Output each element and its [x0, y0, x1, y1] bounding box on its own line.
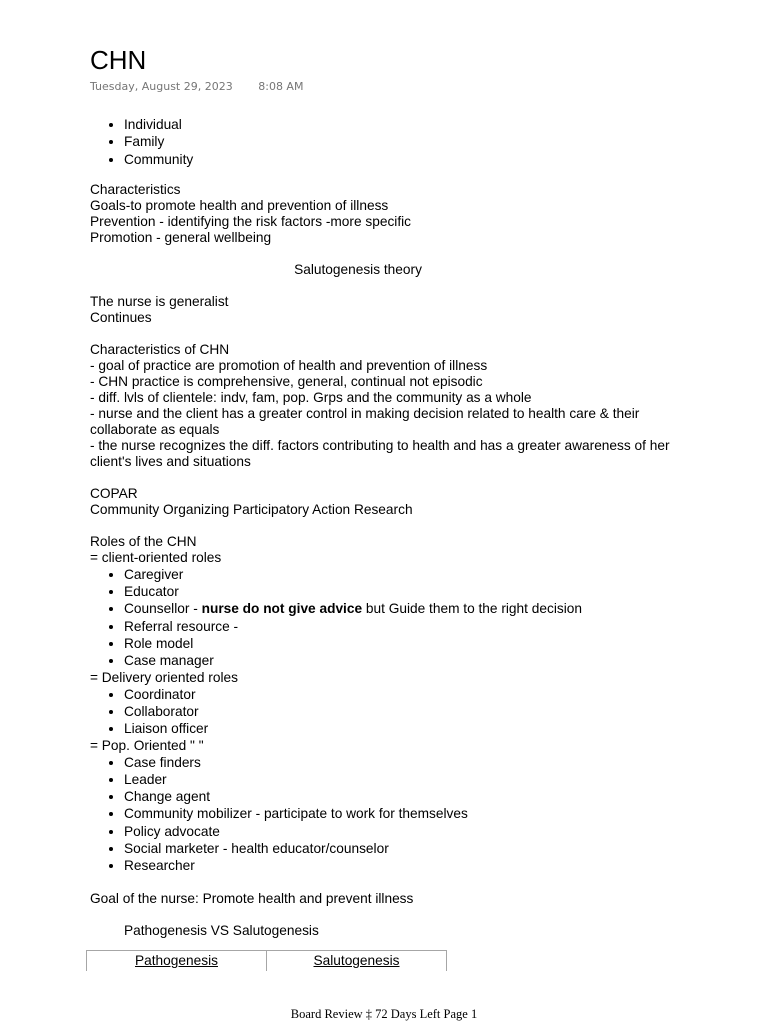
- table-row: [87, 950, 447, 971]
- page-footer: Board Review ‡ 72 Days Left Page 1: [290, 1007, 478, 1021]
- list-item: • Community mobilizer - participate to work for themselves: [124, 805, 690, 822]
- comparison-heading: Pathogenesis VS Salutogenesis: [124, 922, 319, 938]
- client-roles-list: [90, 566, 690, 670]
- list-item-text: Counsellor -: [124, 601, 202, 617]
- list-item: • Case manager: [124, 652, 690, 669]
- population-roles-list: [90, 754, 690, 875]
- text-line: Goals-to promote health and prevention of illness: [90, 197, 389, 213]
- text-line: - CHN practice is comprehensive, general, continual not episodic: [90, 373, 483, 389]
- list-item: • Leader: [124, 771, 690, 788]
- copar-heading: COPAR: [90, 485, 138, 501]
- table-header-cell: Salutogenesis: [267, 950, 447, 971]
- note-body: [90, 116, 690, 971]
- text-line: - goal of practice are promotion of health and prevention of illness: [90, 357, 488, 373]
- list-item: • Referral resource -: [124, 618, 690, 635]
- list-item: • Coordinator: [124, 686, 690, 703]
- clientele-list: [90, 116, 690, 168]
- text-line: - diff. lvls of clientele: indv, fam, pop. Grps and the community as a whole: [90, 389, 532, 405]
- roles-heading: Roles of the CHN: [90, 533, 197, 549]
- salutogenesis-heading: Salutogenesis theory: [294, 261, 422, 277]
- copar-meaning: Community Organizing Participatory Action Research: [90, 501, 413, 517]
- list-item: • Collaborator: [124, 703, 690, 720]
- list-item: • Social marketer - health educator/counselor: [124, 840, 690, 857]
- note-metadata: [90, 80, 303, 93]
- text-line: Continues: [90, 309, 152, 325]
- list-item: • Caregiver: [124, 566, 690, 583]
- table-header-cell: Pathogenesis: [87, 950, 267, 971]
- note-time: 8:08 AM: [258, 80, 304, 93]
- delivery-roles-list: [90, 686, 690, 738]
- text-line: Prevention - identifying the risk factors -more specific: [90, 213, 412, 229]
- comparison-table: [86, 950, 447, 971]
- characteristics-heading: Characteristics: [90, 181, 181, 197]
- list-item: • Liaison officer: [124, 720, 690, 737]
- list-item: • Family: [124, 133, 690, 150]
- delivery-roles-heading: = Delivery oriented roles: [90, 669, 238, 685]
- goal-line: Goal of the nurse: Promote health and prevent illness: [90, 890, 414, 906]
- list-item: • Individual: [124, 116, 690, 133]
- text-line: - the nurse recognizes the diff. factors contributing to health and has a greater awareness of her client's lives and situations: [90, 437, 670, 469]
- emphasis-text: nurse do not give advice: [201, 601, 363, 617]
- list-item: • Educator: [124, 583, 690, 600]
- chn-characteristics-heading: Characteristics of CHN: [90, 341, 230, 357]
- page-title: CHN: [90, 45, 147, 75]
- population-roles-heading: = Pop. Oriented " ": [90, 737, 204, 753]
- text-line: The nurse is generalist: [90, 293, 229, 309]
- list-item-text: but Guide them to the right decision: [362, 601, 582, 617]
- list-item: • Researcher: [124, 857, 690, 874]
- list-item: • Change agent: [124, 788, 690, 805]
- text-line: - nurse and the client has a greater control in making decision related to health care & their collaborate as equals: [90, 405, 640, 437]
- note-date: Tuesday, August 29, 2023: [90, 80, 233, 93]
- text-line: Promotion - general wellbeing: [90, 229, 272, 245]
- list-item: [124, 600, 690, 617]
- list-item: • Case finders: [124, 754, 690, 771]
- list-item: • Policy advocate: [124, 823, 690, 840]
- client-roles-heading: = client-oriented roles: [90, 549, 222, 565]
- list-item: • Community: [124, 151, 690, 168]
- list-item: • Role model: [124, 635, 690, 652]
